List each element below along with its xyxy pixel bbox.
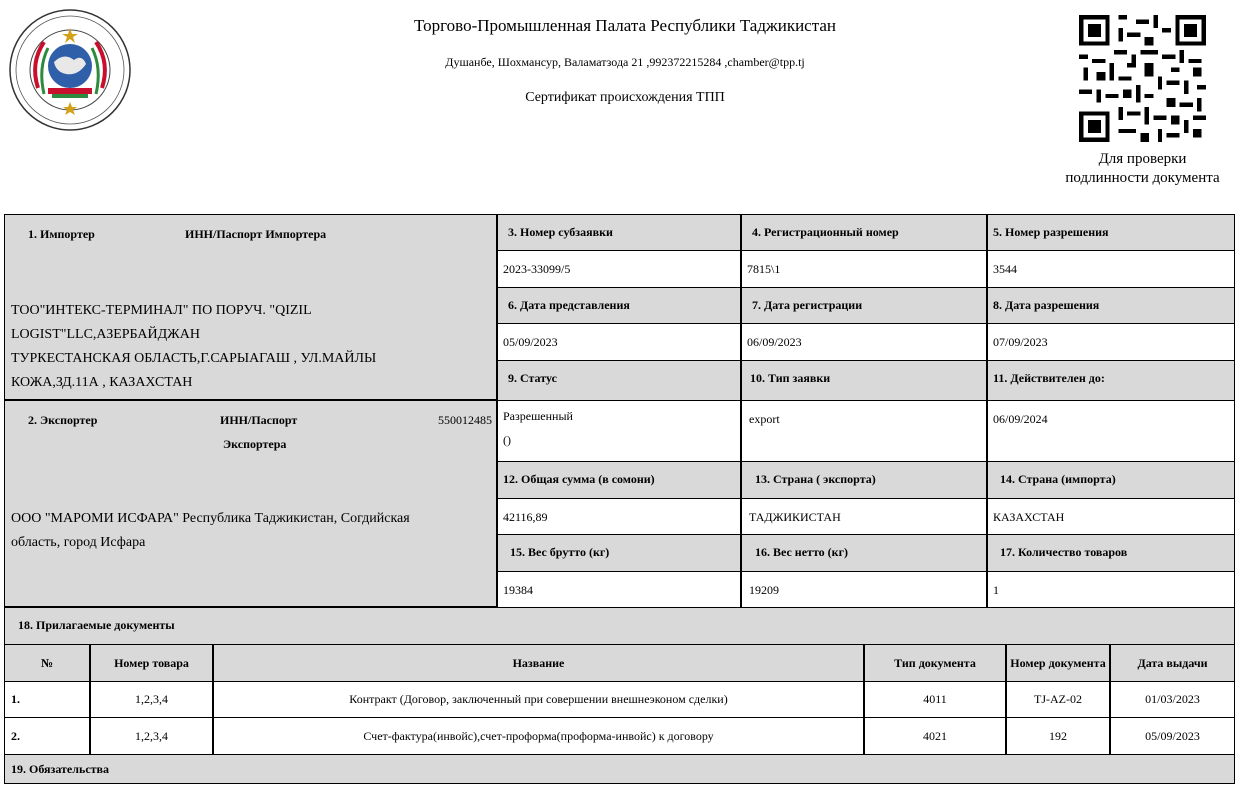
field-9-label: 9. Статус	[497, 360, 741, 401]
col-header-doc-type: Тип документа	[864, 644, 1006, 682]
col-header-doc-number: Номер документа	[1006, 644, 1110, 682]
field-14-label: 14. Страна (импорта)	[987, 461, 1235, 499]
table-row-2-type: 4021	[864, 717, 1006, 755]
field-3-label: 3. Номер субзаявки	[497, 214, 741, 251]
field-8-value: 07/09/2023	[987, 323, 1235, 361]
field-16-label: 16. Вес нетто (кг)	[741, 534, 987, 572]
field-13-label: 13. Страна ( экспорта)	[741, 461, 987, 499]
field-13-value: ТАДЖИКИСТАН	[741, 498, 987, 535]
chamber-address: Душанбе, Шохмансур, Валаматзода 21 ,992372215284 ,chamber@tpp.tj	[445, 55, 805, 69]
table-row-1-name: Контракт (Договор, заключенный при совершении внешнеэконом сделки)	[213, 681, 864, 718]
col-header-issue-date: Дата выдачи	[1110, 644, 1235, 682]
field-8-label: 8. Дата разрешения	[987, 287, 1235, 324]
certificate-subtitle: Сертификат происхождения ТПП	[525, 90, 725, 105]
field-4-label: 4. Регистрационный номер	[741, 214, 987, 251]
attached-documents-label: 18. Прилагаемые документы	[4, 607, 1235, 645]
table-row-2-docno: 192	[1006, 717, 1110, 755]
field-11-label: 11. Действителен до:	[987, 360, 1235, 401]
field-12-value: 42116,89	[497, 498, 741, 535]
table-row-1-num: 1.	[4, 681, 90, 718]
table-row-2-name: Счет-фактура(инвойс),счет-проформа(проформа-инвойс) к договору	[213, 717, 864, 755]
chamber-emblem-logo	[8, 8, 132, 132]
importer-inn-label: ИНН/Паспорт Импортера	[185, 227, 327, 241]
exporter-details: ООО "МАРОМИ ИСФАРА" Республика Таджикистан, Согдийская область, город Исфара	[11, 511, 410, 550]
field-15-value: 19384	[497, 571, 741, 608]
table-row-1-date: 01/03/2023	[1110, 681, 1235, 718]
field-17-label: 17. Количество товаров	[987, 534, 1235, 572]
exporter-inn-value: 550012485	[438, 413, 492, 427]
table-row-1-goods: 1,2,3,4	[90, 681, 213, 718]
importer-label: 1. Импортер	[28, 227, 95, 241]
field-10-label: 10. Тип заявки	[741, 360, 987, 401]
field-3-value: 2023-33099/5	[497, 250, 741, 288]
certificate-form	[4, 214, 1235, 784]
table-row-2-goods: 1,2,3,4	[90, 717, 213, 755]
field-4-value: 7815\1	[741, 250, 987, 288]
importer-block	[4, 214, 497, 400]
field-7-value: 06/09/2023	[741, 323, 987, 361]
field-16-value: 19209	[741, 571, 987, 608]
field-11-value: 06/09/2024	[987, 400, 1235, 462]
table-row-1-docno: TJ-AZ-02	[1006, 681, 1110, 718]
exporter-inn-label-1: ИНН/Паспорт	[220, 413, 298, 427]
field-5-label: 5. Номер разрешения	[987, 214, 1235, 251]
field-5-value: 3544	[987, 250, 1235, 288]
table-row-2-num: 2.	[4, 717, 90, 755]
field-12-label: 12. Общая сумма (в сомони)	[497, 461, 741, 499]
exporter-label: 2. Экспортер	[28, 413, 98, 427]
chamber-title: Торгово-Промышленная Палата Республики Таджикистан	[414, 16, 836, 35]
table-row-2-date: 05/09/2023	[1110, 717, 1235, 755]
col-header-name: Название	[213, 644, 864, 682]
field-10-value: export	[741, 400, 987, 462]
importer-details: ТОО"ИНТЕКС-ТЕРМИНАЛ" ПО ПОРУЧ. "QIZIL LOGIST"LLC,АЗЕРБАЙДЖАН ТУРКЕСТАНСКАЯ ОБЛАСТЬ,Г.САРЫАГАШ , УЛ.МАЙЛЫ КОЖА,ЗД.11А , КАЗАХСТАН	[11, 303, 377, 390]
verify-authenticity-text: Для проверки подлинности документа	[1065, 151, 1220, 186]
obligations-label: 19. Обязательства	[4, 754, 1235, 784]
field-17-value: 1	[987, 571, 1235, 608]
exporter-block	[4, 400, 497, 607]
table-row-1-type: 4011	[864, 681, 1006, 718]
field-14-value: КАЗАХСТАН	[987, 498, 1235, 535]
field-6-label: 6. Дата представления	[497, 287, 741, 324]
col-header-goods-number: Номер товара	[90, 644, 213, 682]
exporter-inn-label-2: Экспортера	[223, 437, 287, 451]
field-9-value: Разрешенный ()	[497, 400, 741, 462]
col-header-number: №	[4, 644, 90, 682]
field-6-value: 05/09/2023	[497, 323, 741, 361]
field-7-label: 7. Дата регистрации	[741, 287, 987, 324]
qr-code-icon[interactable]	[1079, 15, 1206, 142]
field-15-label: 15. Вес брутто (кг)	[497, 534, 741, 572]
